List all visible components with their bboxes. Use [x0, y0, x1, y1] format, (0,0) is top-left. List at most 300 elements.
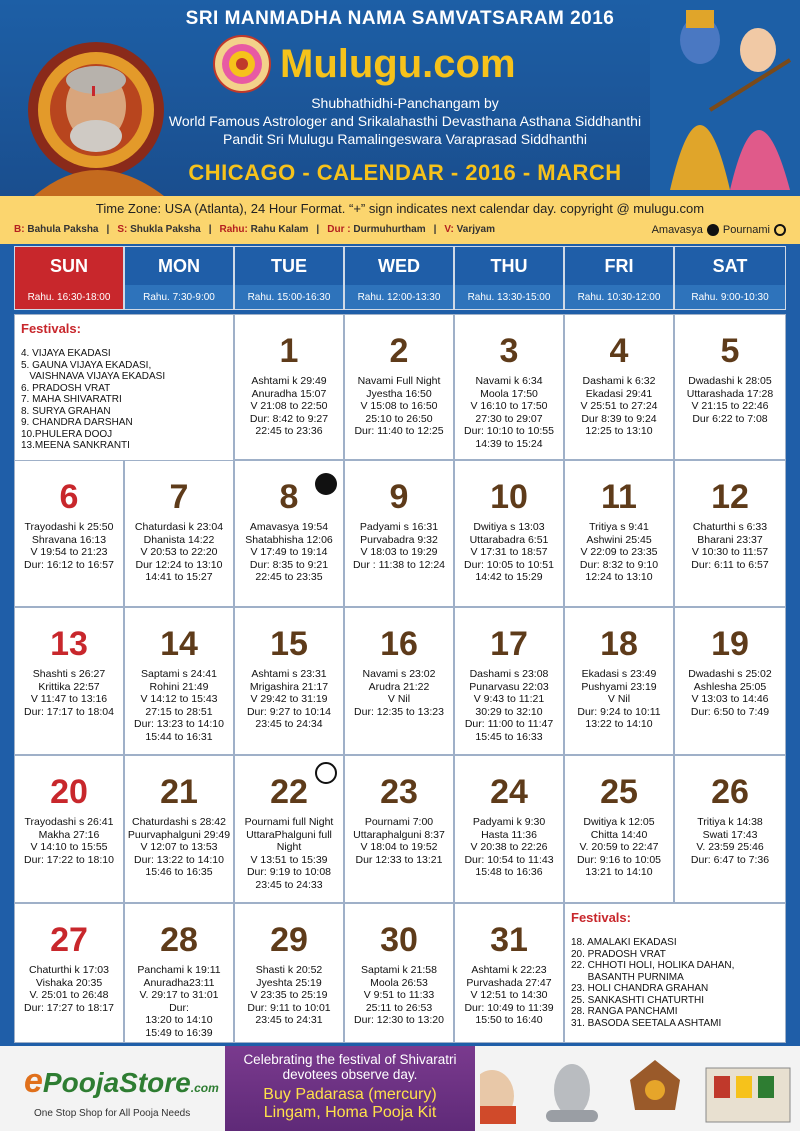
legend: B: Bahula Paksha | S: Shukla Paksha | Rahu: Rahu Kalam | Dur : Durmuhurtham | V: Varjyam — [14, 224, 496, 235]
panchang-details — [455, 375, 563, 450]
panchang-line: Dur: 6:47 to 7:36 — [690, 853, 770, 866]
krishna-radha-image — [650, 0, 800, 196]
panchang-line: Dur: 9:27 to 10:14 — [246, 705, 332, 718]
panchang-line: Dur 8:39 to 9:24 — [581, 412, 657, 425]
panchang-line: Dur: 13:23 to 14:10 — [134, 718, 224, 730]
author-lines — [150, 94, 660, 148]
panchang-line: Dur: 17:27 to 18:17 — [24, 1001, 114, 1014]
panchang-details — [15, 668, 123, 718]
date-cell[interactable] — [234, 607, 344, 755]
day-name: WED — [345, 247, 453, 285]
panchang-details — [125, 668, 233, 743]
ad-offer: Lingam, Homa Pooja Kit — [263, 1104, 437, 1121]
timezone-note: Time Zone: USA (Atlanta), 24 Hour Format. “+” sign indicates next calendar day. copyright @ mulugu.com — [95, 201, 705, 216]
festival-item: 5. GAUNA VIJAYA EKADASI, — [21, 359, 152, 371]
panchang-line: V Nil — [387, 693, 411, 705]
panchang-line: V 16:10 to 17:50 — [470, 400, 548, 412]
panchang-line: Ashtami s 23:31 — [251, 668, 327, 680]
panchang-line: Krittika 22:57 — [38, 680, 100, 693]
panchang-line: V 19:54 to 21:23 — [30, 546, 108, 558]
panchang-line: Moola 26:53 — [370, 976, 428, 989]
panchang-details — [235, 668, 343, 731]
panchang-line: Swati 17:43 — [702, 828, 758, 841]
panchang-line: V 11:47 to 13:16 — [30, 693, 108, 705]
panchang-details — [235, 964, 343, 1027]
panchang-line: Dur: 11:40 to 12:25 — [354, 425, 444, 437]
panchang-line: V. 25:01 to 26:48 — [29, 989, 109, 1001]
panchang-line: V 21:15 to 22:46 — [691, 400, 769, 412]
panchang-line: Shashti s 26:27 — [32, 668, 106, 680]
festival-item: 31. BASODA SEETALA ASHTAMI — [571, 1017, 722, 1029]
moon-legend — [652, 224, 786, 236]
poojastore-logo[interactable]: ePoojaStore.com — [24, 1062, 219, 1100]
panchang-line: Dhanista 14:22 — [143, 533, 215, 546]
date-number: 30 — [380, 921, 418, 959]
panchang-details — [565, 816, 673, 879]
festival-item: 13.MEENA SANKRANTI — [21, 440, 130, 451]
author-line: World Famous Astrologer and Srikalahasthi Devasthana Asthana Siddhanthi — [168, 113, 642, 129]
date-number: 7 — [169, 478, 189, 516]
festivals-title: Festivals: — [21, 321, 81, 336]
panchang-line: V 20:38 to 22:26 — [470, 841, 548, 853]
festival-item: 22. CHHOTI HOLI, HOLIKA DAHAN, — [571, 960, 735, 971]
amavasya-label: Amavasya — [651, 224, 703, 236]
day-header-1 — [124, 246, 234, 310]
festival-item: 9. CHANDRA DARSHAN — [21, 417, 133, 428]
info-bar — [0, 196, 800, 244]
panchang-line: Dashami k 6:32 — [582, 375, 656, 387]
panchang-line: Padyami k 9:30 — [472, 816, 546, 828]
panchang-line: Bharani 23:37 — [697, 533, 763, 546]
panchang-line: V 18:03 to 19:29 — [360, 546, 438, 558]
panchang-line: Dur: 9:16 to 10:05 — [576, 853, 662, 866]
date-cell[interactable] — [14, 607, 124, 755]
festivals-box — [564, 903, 786, 1043]
date-number: 31 — [490, 921, 528, 959]
date-cell[interactable] — [14, 755, 124, 903]
date-number: 9 — [389, 478, 409, 516]
panchang-line: Rohini 21:49 — [149, 680, 209, 693]
date-cell[interactable] — [454, 607, 564, 755]
panchang-line: 15:46 to 16:35 — [145, 866, 213, 878]
panchang-line: 23:45 to 24:33 — [255, 878, 323, 891]
panchang-line: 14:39 to 15:24 — [475, 437, 543, 450]
date-number: 24 — [490, 773, 528, 811]
panchang-details — [15, 816, 123, 866]
panchang-line: 14:41 to 15:27 — [145, 571, 213, 583]
panchang-line: Dur: 12:35 to 13:23 — [354, 705, 444, 718]
panchang-details — [125, 816, 233, 879]
panchang-line: Dur : 11:38 to 12:24 — [352, 558, 446, 571]
panchang-details — [345, 375, 453, 438]
date-cell[interactable] — [344, 903, 454, 1043]
panchang-line: Punarvasu 22:03 — [469, 680, 549, 693]
rahu-kalam: Rahu. 12:00-13:30 — [345, 285, 453, 309]
day-name: TUE — [235, 247, 343, 285]
panchang-line: 23:45 to 24:34 — [255, 718, 323, 730]
panchang-line: Navami Full Night — [357, 375, 441, 387]
panchang-line: Navami s 23:02 — [362, 668, 436, 680]
panchang-line: 27:30 to 29:07 — [475, 412, 543, 425]
panchang-line: Ashtami k 29:49 — [251, 375, 327, 387]
date-number: 14 — [160, 625, 198, 663]
panchang-line: Saptami k 21:58 — [361, 964, 437, 976]
panchang-line: Dwadashi s 25:02 — [688, 668, 772, 680]
date-cell[interactable] — [564, 314, 674, 460]
date-cell[interactable] — [564, 607, 674, 755]
panchang-line: Purvabadra 9:32 — [360, 533, 438, 546]
date-number: 2 — [389, 332, 409, 370]
date-number: 18 — [600, 625, 638, 663]
ad-banner[interactable] — [225, 1046, 475, 1131]
panchang-line: Tritiya k 14:38 — [697, 816, 763, 828]
brand-name[interactable]: Mulugu.com — [280, 41, 516, 86]
panchang-line: Dur: 17:17 to 18:04 — [24, 705, 114, 718]
panchang-line: Moola 17:50 — [480, 387, 538, 400]
panchang-line: V. 20:59 to 22:47 — [579, 841, 659, 853]
panchang-line: UttaraPhalguni full — [246, 828, 332, 841]
panchang-line: V 9:43 to 11:21 — [473, 693, 545, 705]
date-cell[interactable] — [124, 607, 234, 755]
panchang-line: V. 23:59 25:46 — [696, 841, 764, 853]
panchang-line: Dur: 10:05 to 10:51 — [464, 558, 554, 571]
ad-text: Celebrating the festival of Shivaratri — [243, 1052, 457, 1067]
festival-item: 18. AMALAKI EKADASI — [571, 937, 677, 948]
panchang-line: 12:24 to 13:10 — [585, 571, 653, 583]
panchang-line: Padyami s 16:31 — [359, 521, 439, 533]
panchang-line: Jyestha 16:50 — [366, 387, 432, 400]
date-number: 28 — [160, 921, 198, 959]
panchang-line: Pournami 7:00 — [364, 816, 434, 828]
panchang-details — [345, 816, 453, 866]
panchang-line: Dashami s 23:08 — [469, 668, 549, 680]
panchang-line: Jyeshta 25:19 — [256, 976, 322, 989]
panchang-line: 22:45 to 23:35 — [255, 571, 323, 583]
date-number: 5 — [720, 332, 740, 370]
panchang-line: V 9:51 to 11:33 — [363, 989, 435, 1001]
samvatsaram-title: SRI MANMADHA NAMA SAMVATSARAM 2016 — [185, 8, 615, 29]
rahu-kalam: Rahu. 9:00-10:30 — [675, 285, 785, 309]
panchang-line: 12:25 to 13:10 — [585, 425, 653, 437]
festival-item: 10.PHULERA DOOJ — [21, 428, 113, 440]
panchang-line: Makha 27:16 — [38, 828, 100, 841]
panchang-details — [675, 816, 785, 866]
date-cell[interactable] — [454, 755, 564, 903]
legend-item: V: Varjyam — [444, 224, 496, 235]
panchang-line: Dur: 13:22 to 14:10 — [134, 853, 224, 866]
panchang-line: V 17:31 to 18:57 — [470, 546, 548, 558]
panchang-details — [235, 816, 343, 891]
panchang-line: V 22:09 to 23:35 — [580, 546, 658, 558]
date-number: 20 — [50, 773, 88, 811]
date-number: 29 — [270, 921, 308, 959]
panchang-details — [345, 521, 453, 571]
day-header-0 — [14, 246, 124, 310]
date-cell[interactable] — [674, 314, 786, 460]
panchang-line: Dur: 10:10 to 10:55 — [464, 425, 554, 437]
panchang-line: Pournami full Night — [244, 816, 334, 828]
panchang-line: V Nil — [607, 693, 631, 705]
calendar-title: CHICAGO - CALENDAR - 2016 - MARCH — [188, 160, 622, 185]
festival-item: 23. HOLI CHANDRA GRAHAN — [571, 983, 709, 994]
date-cell[interactable] — [234, 755, 344, 903]
festival-item: 25. SANKASHTI CHATURTHI — [571, 994, 704, 1006]
panchang-line: Anuradha23:11 — [143, 976, 215, 989]
panchang-line: Dwadashi k 28:05 — [688, 375, 772, 387]
panchang-line: Ashtami k 22:23 — [471, 964, 547, 976]
panchang-line: Tritiya s 9:41 — [589, 521, 649, 533]
panchang-line: Pushyami 23:19 — [581, 680, 657, 693]
panchang-line: Chaturthi s 6:33 — [692, 521, 768, 533]
panchang-line: V. 29:17 to 31:01 — [139, 989, 219, 1001]
panchang-details — [125, 521, 233, 584]
panchang-line: Chaturthi k 17:03 — [29, 964, 109, 976]
day-header-3 — [344, 246, 454, 310]
date-cell[interactable] — [344, 607, 454, 755]
festivals-box — [14, 314, 234, 466]
panchang-line: Dur: 6:50 to 7:49 — [690, 705, 770, 718]
panchang-line: Shravana 16:13 — [31, 533, 107, 546]
panchang-details — [345, 668, 453, 718]
panchang-line: Puurvaphalguni 29:49 — [127, 828, 231, 841]
panchang-line: V 13:51 to 15:39 — [250, 853, 328, 866]
brand — [212, 34, 516, 94]
rahu-kalam: Rahu. 16:30-18:00 — [15, 285, 123, 309]
date-number: 1 — [279, 332, 299, 370]
date-cell[interactable] — [344, 460, 454, 607]
panchang-line: V 18:04 to 19:52 — [360, 841, 438, 853]
panchang-line: V 14:12 to 15:43 — [140, 693, 218, 705]
date-number: 16 — [380, 625, 418, 663]
panchang-line: Dur: 9:11 to 10:01 — [247, 1001, 331, 1014]
legend-item: S: Shukla Paksha — [117, 224, 201, 235]
panchang-line: Dur: 17:22 to 18:10 — [24, 853, 114, 866]
panchang-line: Ashlesha 25:05 — [693, 680, 767, 693]
panchang-line: Ashwini 25:45 — [586, 533, 652, 546]
panchang-line: Night — [276, 841, 302, 853]
panchang-line: Shasti k 20:52 — [255, 964, 323, 976]
header-banner — [0, 0, 800, 196]
poojastore-ad[interactable] — [0, 1046, 800, 1131]
rahu-kalam: Rahu. 15:00-16:30 — [235, 285, 343, 309]
date-number: 23 — [380, 773, 418, 811]
panchang-details — [15, 964, 123, 1014]
panchang-line: 15:45 to 16:33 — [475, 730, 543, 743]
date-number: 6 — [59, 478, 79, 516]
panchang-line: Uttarabadra 6:51 — [469, 533, 549, 546]
panchang-line: Navami k 6:34 — [475, 375, 543, 387]
ad-offer: Buy Padarasa (mercury) — [263, 1086, 437, 1103]
rahu-kalam: Rahu. 13:30-15:00 — [455, 285, 563, 309]
panchang-details — [455, 816, 563, 879]
date-number: 8 — [279, 478, 299, 516]
panchang-line: 13:22 to 14:10 — [585, 718, 653, 730]
panchang-details — [455, 521, 563, 584]
date-cell[interactable] — [124, 755, 234, 903]
date-number: 27 — [50, 921, 88, 959]
panchang-line: 15:44 to 16:31 — [145, 730, 213, 743]
panchang-line: Uttaraphalguni 8:37 — [353, 828, 445, 841]
panchang-line: Dwitiya k 12:05 — [583, 816, 655, 828]
panchang-line: V 12:07 to 13:53 — [140, 841, 218, 853]
date-number: 19 — [711, 625, 749, 663]
panchang-line: V 13:03 to 14:46 — [691, 693, 769, 705]
date-cell[interactable] — [674, 755, 786, 903]
panchang-details — [455, 964, 563, 1027]
panchang-line: Uttarashada 17:28 — [686, 387, 774, 400]
panchang-details — [565, 521, 673, 584]
date-cell[interactable] — [234, 314, 344, 460]
date-number: 13 — [50, 625, 88, 663]
poojastore-tagline: One Stop Shop for All Pooja Needs — [34, 1108, 191, 1119]
date-cell[interactable] — [674, 607, 786, 755]
panchang-line: V 29:42 to 31:19 — [250, 693, 328, 705]
panchang-line: Purvashada 27:47 — [466, 976, 552, 989]
panchang-details — [455, 668, 563, 743]
product-images — [480, 1050, 796, 1128]
date-cell[interactable] — [674, 460, 786, 607]
day-name: SAT — [675, 247, 785, 285]
rahu-kalam: Rahu. 7:30-9:00 — [125, 285, 233, 309]
day-header-6 — [674, 246, 786, 310]
date-number: 12 — [711, 478, 749, 516]
date-cell[interactable] — [14, 460, 124, 607]
panchang-line: V 15:08 to 16:50 — [360, 400, 438, 412]
festival-item: 8. SURYA GRAHAN — [21, 405, 111, 417]
ad-text: devotees observe day. — [282, 1067, 418, 1082]
panchang-line: Amavasya 19:54 — [249, 521, 329, 533]
date-number: 4 — [609, 332, 629, 370]
panchang-line: Dur: 12:30 to 13:20 — [354, 1014, 444, 1026]
panchang-line: 25:11 to 26:53 — [365, 1001, 433, 1014]
panchang-details — [565, 668, 673, 731]
panchang-line: Chaturdashi s 28:42 — [132, 816, 226, 828]
date-cell[interactable] — [234, 460, 344, 607]
panchang-line: Dur: 10:49 to 11:39 — [464, 1001, 554, 1014]
panchang-line: Dur: 8:35 to 9:21 — [249, 558, 329, 571]
full-moon-icon — [315, 762, 337, 784]
panchang-details — [675, 668, 785, 718]
date-cell[interactable] — [454, 903, 564, 1043]
panchang-line: 15:50 to 16:40 — [475, 1014, 543, 1026]
panchang-line: Dur: 6:11 to 6:57 — [691, 558, 769, 571]
date-cell[interactable] — [234, 903, 344, 1043]
author-line: Pandit Sri Mulugu Ramalingeswara Varaprasad Siddhanthi — [223, 131, 587, 147]
panchang-details — [675, 521, 785, 571]
panchang-line: Chaturdasi k 23:04 — [134, 521, 224, 533]
panchang-line: Ekadasi s 23:49 — [581, 668, 657, 680]
day-name: SUN — [15, 247, 123, 285]
full-moon-icon — [774, 224, 786, 236]
panchang-line: Panchami k 19:11 — [137, 964, 221, 976]
panchang-line: Dur 12:24 to 13:10 — [135, 558, 223, 571]
panchang-line: Saptami s 24:41 — [141, 668, 217, 680]
author-line: Shubhathidhi-Panchangam by — [311, 95, 499, 111]
panchang-line: Dur: 16:12 to 16:57 — [24, 558, 114, 571]
panchang-line: V 14:10 to 15:55 — [30, 841, 108, 853]
panchang-line: Trayodashi s 26:41 — [24, 816, 114, 828]
panchang-details — [235, 521, 343, 584]
panchang-line: 14:42 to 15:29 — [475, 571, 543, 583]
legend-item: B: Bahula Paksha — [14, 224, 99, 235]
panchang-line: Dur 6:22 to 7:08 — [692, 412, 768, 425]
date-number: 26 — [711, 773, 749, 811]
date-cell[interactable] — [124, 903, 234, 1043]
festival-item: 4. VIJAYA EKADASI — [21, 348, 111, 359]
panchang-details — [235, 375, 343, 438]
date-cell[interactable] — [564, 460, 674, 607]
panchang-line: Dur: 10:54 to 11:43 — [464, 853, 554, 866]
date-cell[interactable] — [344, 755, 454, 903]
panchang-line: 30:29 to 32:10 — [475, 705, 543, 718]
date-cell[interactable] — [564, 755, 674, 903]
date-number: 21 — [160, 773, 198, 811]
date-cell[interactable] — [124, 460, 234, 607]
date-number: 3 — [499, 332, 519, 370]
panchang-line: Vishaka 20:35 — [35, 976, 103, 989]
day-name: THU — [455, 247, 563, 285]
festival-item: 20. PRADOSH VRAT — [571, 948, 666, 960]
panchang-line: Dur: — [169, 1001, 189, 1014]
panchang-line: 22:45 to 23:36 — [255, 425, 323, 437]
new-moon-icon — [315, 473, 337, 495]
festival-item: 7. MAHA SHIVARATRI — [21, 394, 122, 405]
festival-item: 28. RANGA PANCHAMI — [571, 1006, 678, 1017]
panchang-line: 15:48 to 16:36 — [475, 866, 543, 878]
panchang-line: Shatabhisha 12:06 — [245, 533, 333, 546]
panchang-details — [345, 964, 453, 1027]
panchang-line: V 25:51 to 27:24 — [580, 400, 658, 412]
day-name: FRI — [565, 247, 673, 285]
panchang-line: V 23:35 to 25:19 — [250, 989, 328, 1001]
panchang-details — [565, 375, 673, 438]
new-moon-icon — [707, 224, 719, 236]
date-number: 11 — [601, 478, 637, 516]
panchang-details — [125, 964, 233, 1039]
date-cell[interactable] — [454, 460, 564, 607]
mandala-logo-icon — [212, 34, 272, 94]
date-number: 25 — [600, 773, 638, 811]
day-name: MON — [125, 247, 233, 285]
festival-item: VAISHNAVA VIJAYA EKADASI — [21, 371, 166, 382]
date-number: 10 — [490, 478, 528, 516]
panchang-line: V 10:30 to 11:57 — [691, 546, 769, 558]
panchang-line: V 12:51 to 14:30 — [470, 989, 548, 1001]
panchang-line: Chitta 14:40 — [590, 828, 648, 841]
panchang-line: Dur: 8:32 to 9:10 — [579, 558, 659, 571]
panchang-line: V 21:08 to 22:50 — [250, 400, 328, 412]
panchang-line: Dur: 9:24 to 10:11 — [577, 705, 661, 718]
panchang-line: 15:49 to 16:39 — [145, 1026, 213, 1039]
date-cell[interactable] — [14, 903, 124, 1043]
panchang-line: 13:20 to 14:10 — [145, 1014, 213, 1026]
day-header-4 — [454, 246, 564, 310]
legend-item: Dur : Durmuhurtham — [327, 224, 426, 235]
panchang-line: 27:15 to 28:51 — [145, 705, 213, 718]
panchang-details — [675, 375, 785, 425]
festival-item: 6. PRADOSH VRAT — [21, 382, 111, 394]
legend-item: Rahu: Rahu Kalam — [219, 224, 309, 235]
date-cell[interactable] — [344, 314, 454, 460]
date-cell[interactable] — [454, 314, 564, 460]
panchang-line: 13:21 to 14:10 — [585, 866, 653, 878]
date-number: 15 — [270, 625, 308, 663]
panchang-details — [15, 521, 123, 571]
panchang-line: Anuradha 15:07 — [251, 387, 327, 400]
panchang-line: Dur 12:33 to 13:21 — [355, 853, 443, 866]
panchang-line: Dwitiya s 13:03 — [473, 521, 545, 533]
pournami-label: Pournami — [722, 224, 770, 236]
